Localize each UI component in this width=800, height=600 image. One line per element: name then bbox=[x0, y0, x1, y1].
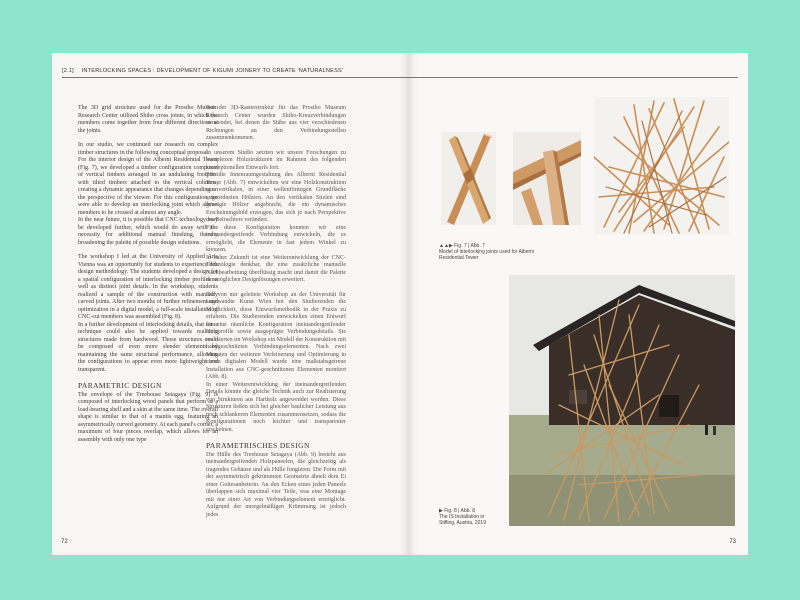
header-rule bbox=[62, 77, 409, 78]
paragraph: Die Hülle des Treehouse Setagaya (Abb. 9) besteht aus ineinandergreifenden Holzpaneelen, die gleichzeitig als tragendes Gehäuse und als Hülle fungieren. Die Form mit der asymmetrisch gekrümmten Geometrie ähnelt dem Ei einer Gottesanbeterin. An den Ecken eines jeden Paneels überlappen sich maximal vier Teile, was eine Montage mit nur einer Art von Verbindungselement ermöglicht. Aufgrund der unregelmäßigen Krümmung ist jedoch jedes bbox=[206, 451, 346, 518]
section-title: INTERLOCKING SPACES : DEVELOPMENT OF KIGUMI JOINERY TO CREATE 'NATURALNESS' bbox=[81, 68, 344, 74]
paragraph: The envelope of the Treehouse Setagaya (Fig. 9) is composed of interlocking wood panels that perform as a load-bearing shell and a skin at the same time. The overall shape is similar to that of a mantis egg, featuring an asymmetrically curved geometry. At each panel's corner, a maximum of four pieces overlap, which allows for an assembly with only one type bbox=[78, 391, 219, 443]
paragraph: In unserem Studio setzten wir unsere Forschungen zu komplexen Holzstrukturen im Rahmen des folgenden konzeptionellen Entwurfs fort. bbox=[206, 149, 346, 171]
paragraph: Bei der 3D-Rasterstruktur für das Prostho Museum Research Center wurden Shiho-Kreuzverbindungen verwendet, bei denen die Stäbe aus vier verschiedenen Richtungen an den Verbindungsstellen zusammenkommen. bbox=[206, 105, 346, 141]
left-page bbox=[52, 53, 409, 555]
header-rule bbox=[409, 77, 738, 78]
section-heading: PARAMETRIC DESIGN bbox=[78, 381, 162, 390]
figure-caption: ▶ Fig. 8 | Abb. 8 The IS Installation in Stifling, Austria, 2019 bbox=[439, 508, 486, 526]
page-number-right: 73 bbox=[729, 539, 736, 545]
paragraph: The workshop I led at the University of Applied Arts Vienna was an opportunity for students to experience this design methodology. The students developed a design for a spatial configuration of interlocking timber profiles as well as distinct joint details. In the workshop, students realized a sample of the construction with manually carved joints. After two months of further refinement and optimization in a digital model, a full-scale installation of CNC-cut members was assembled (Fig. 8). bbox=[78, 254, 218, 320]
section-number: [2.1] bbox=[62, 68, 74, 74]
english-column bbox=[78, 105, 218, 444]
paragraph: In our studio, we continued our research on complex timber structures in the following conceptual proposal. bbox=[78, 142, 218, 156]
running-header bbox=[62, 68, 407, 74]
paragraph: In a further development of interlocking details, that same technique could also be applied towards realizing structures made from hardwood. Those structures could be composed of even more slender elements by maintaining the same structural performance, allowing the configurations to appear even more lightweight and transparent. bbox=[78, 321, 218, 373]
german-column bbox=[206, 105, 346, 519]
paragraph: Für die Innenraumgestaltung des Alberni Residential Tower (Abb. 7) entwickelten wir eine Holzkonstruktion aus vertikalen, in einer wellenförmigen Grundfläche angeordneten Hölzern. An den vertikalen Stielen sind geneigte Hölzer angebracht, die ein dynamisches Erscheinungsbild erzeugen, das sich je nach Perspektive des Betrachters verändert. bbox=[206, 172, 346, 223]
paragraph: In the near future, it is possible that CNC technology may be developed further, which would do away with the necessity for additional manual finishing, thereby broadening the palette of possible design solutions. bbox=[78, 217, 218, 246]
paragraph: In naher Zukunft ist eine Weiterentwicklung der CNC-Technologie denkbar, die eine zusätzliche manuelle Nachbearbeitung überflüssig macht und damit die Palette der möglichen Designlösungen erweitert. bbox=[206, 254, 346, 283]
stick-model-photo bbox=[594, 97, 729, 234]
figure-caption: ▲▲▶ Fig. 7 | Abb. 7 Model of interlocking joints used for Alberni Residential Tower bbox=[439, 243, 535, 261]
page-number-left: 72 bbox=[61, 539, 68, 545]
paragraph: Der von mir geleitete Workshop an der Universität für angewandte Kunst Wien bot den Studierenden die Möglichkeit, diese Entwurfsmethodik in der Praxis zu erfahren. Die Studierenden entwickelten einen Entwurf für eine räumliche Konfiguration ineinandergreifender Holzprofile sowie ausgeprägte Verbindungsdetails. Sie realisierten im Workshop ein Modell der Konstruktion mit handgeschnitzten Verbindungselementen. Nach zwei Monaten der weiteren Verfeinerung und Optimierung in einem digitalen Modell wurde eine maßstabsgetreue Installation aus CNC-geschnittenen Elementen montiert (Abb. 8). bbox=[206, 291, 346, 380]
paragraph: The 3D grid structure used for the Prostho Museum Research Center utilized Shiho cross joints, in which the members come together from four different directions at the joints. bbox=[78, 105, 218, 134]
paragraph: In einer Weiterentwicklung der ineinandergreifenden Details könnte die gleiche Technik auch zur Realisierung von Strukturen aus Hartholz angewendet werden. Diese Strukturen ließen sich bei gleicher baulicher Leistung aus noch schlankeren Elementen zusammensetzen, sodass die Konfigurationen noch leichter und transparenter erscheinen. bbox=[206, 381, 346, 433]
paragraph: For the interior design of the Alberni Residential Tower (Fig. 7), we developed a timber configuration composed of vertical timbers arranged in an undulating footprint with tilted timbers attached to the vertical columns, creating a dynamic appearance that changes depending on the perspective of the viewer. For this configuration, we were able to develop an interlocking joint which allows members to be crossed at almost any angle. bbox=[78, 157, 218, 216]
section-heading: PARAMETRISCHES DESIGN bbox=[206, 441, 310, 450]
paragraph: Für diese Konfiguration konnten wir eine ineinandergreifende Verbindung entwickeln, die es ermöglicht, die Elemente in fast jedem Winkel zu kreuzen. bbox=[206, 224, 346, 253]
joint-photo-angled bbox=[513, 132, 581, 225]
joint-photo-x bbox=[441, 132, 496, 225]
installation-photo bbox=[509, 275, 735, 526]
right-page bbox=[409, 53, 748, 555]
